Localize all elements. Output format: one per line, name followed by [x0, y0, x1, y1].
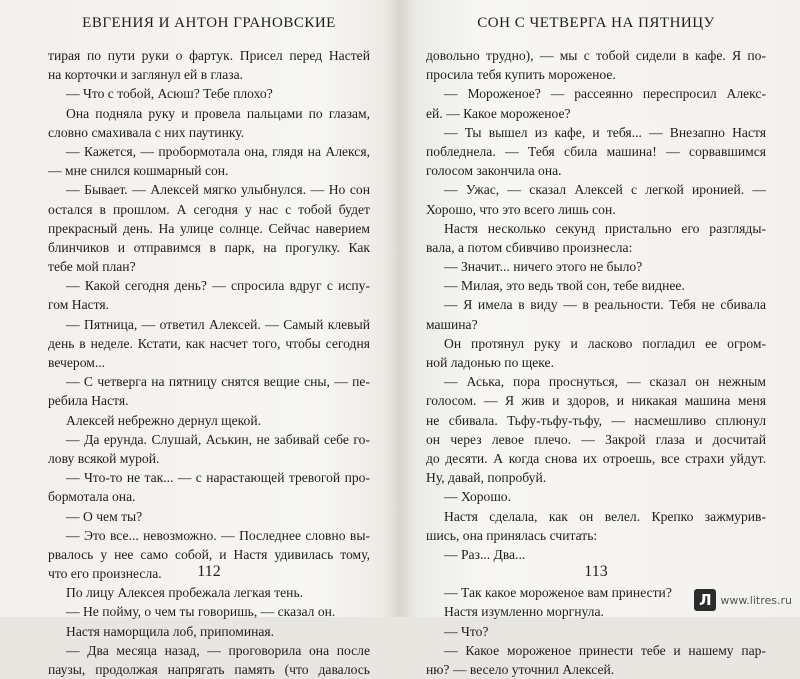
text-line: — Не пойму, о чем ты говоришь, — сказал он.: [66, 604, 336, 620]
text-line: просила тебя купить мороженое.: [426, 67, 616, 83]
text-line: прекрасный день. На улице солнце. Сейчас наверием: [48, 220, 370, 236]
left-page-text: [48, 46, 370, 679]
text-line: — Милая, это ведь твой сон, тебе виднее.: [444, 278, 685, 294]
text-line: — Я имела в виду — в реальности. Тебя не сбивала: [444, 297, 766, 313]
text-line: — Да ерунда. Слушай, Аськин, не забивай себе го-: [66, 431, 370, 447]
right-running-head: СОН С ЧЕТВЕРГА НА ПЯТНИЦУ: [477, 15, 715, 31]
text-line: день в неделе. Кстати, как насчет того, чтобы сегодня: [48, 335, 370, 351]
text-line: довольно трудно), — мы с тобой сидели в кафе. Я по-: [426, 48, 766, 63]
left-page-number: 112: [197, 563, 221, 580]
text-line: — Так какое мороженое вам принести?: [444, 585, 672, 601]
text-line: блинчиков и отправимся в парк, на прогулку. Как: [48, 239, 370, 255]
text-line: — Что с тобой, Асюш? Тебе плохо?: [66, 86, 273, 102]
text-line: он через левое плечо. — Закрой глаза и досчитай: [426, 431, 766, 447]
litres-watermark: [694, 589, 792, 611]
text-line: остался в прошлом. А сегодня у нас с тобой будет: [48, 201, 370, 217]
text-line: — Ты вышел из кафе, и тебя... — Внезапно Настя: [444, 124, 766, 140]
text-line: тебе мой план?: [48, 259, 136, 275]
text-line: — Два месяца назад, — проговорила она после: [66, 642, 370, 658]
left-running-head: ЕВГЕНИЯ И АНТОН ГРАНОВСКИЕ: [82, 15, 336, 31]
text-line: — Раз... Два...: [444, 546, 526, 562]
text-line: — Аська, пора проснуться, — сказал он нежным: [444, 374, 766, 390]
right-page-text: [426, 46, 766, 679]
text-line: тирая по пути руки о фартук. Присел перед Настей: [48, 48, 370, 63]
text-line: Алексей небрежно дернул щекой.: [66, 412, 262, 428]
text-line: — Какое мороженое принести тебе и нашему пар-: [444, 642, 766, 658]
text-line: ню? — весело уточнил Алексей.: [426, 662, 615, 677]
text-line: Она подняла руку и провела пальцами по глазам,: [66, 105, 370, 121]
text-line: — Что-то не так... — с нарастающей тревогой про-: [66, 470, 370, 486]
text-line: Он протянул руку и ласково погладил ее огром-: [444, 335, 766, 351]
text-line: — Хорошо.: [444, 489, 512, 505]
text-line: лову всякой мурой.: [48, 450, 160, 466]
text-line: — О чем ты?: [66, 508, 143, 524]
text-line: бормотала она.: [48, 489, 136, 505]
text-line: ей. — Какое мороженое?: [426, 105, 571, 121]
litres-logo-icon: Л: [694, 589, 716, 611]
text-line: — Значит... ничего этого не было?: [444, 259, 643, 275]
left-page: [0, 0, 400, 677]
text-line: Настя несколько секунд пристально его разгляды-: [444, 220, 766, 236]
text-line: — Мороженое? — рассеянно переспросил Алекс-: [444, 86, 766, 102]
text-line: вечером...: [48, 355, 106, 370]
text-line: гом Настя.: [48, 297, 110, 313]
text-line: не сбивала. Тьфу-тьфу-тьфу, — насмешливо сплюнул: [426, 412, 766, 428]
text-line: словно смахивала с них паутинку.: [48, 124, 245, 140]
text-line: Хорошо, что это всего лишь сон.: [426, 201, 616, 217]
watermark-url: www.litres.ru: [720, 593, 792, 607]
text-line: на корточки и заглянул ей в глаза.: [48, 67, 244, 83]
text-line: голосом. — Я жив и здоров, и никакая машина меня: [426, 393, 766, 409]
text-line: рвалось у нее само собой, и Настя удивилась тому,: [48, 546, 370, 562]
text-line: паузы, продолжая напрягать память (что давалось: [48, 662, 370, 677]
text-line: По лицу Алексея пробежала легкая тень.: [66, 585, 304, 601]
text-line: побледнела. — Тебя сбила машина! — сорвавшимся: [426, 143, 766, 159]
text-line: до десяти. А когда снова их отроешь, все страхи уйдут.: [426, 450, 766, 466]
text-line: Настя наморщила лоб, припоминая.: [66, 623, 275, 639]
text-line: — мне снился кошмарный сон.: [48, 163, 229, 179]
text-line: — Пятница, — ответил Алексей. — Самый клевый: [66, 316, 370, 332]
text-line: ребила Настя.: [48, 393, 129, 409]
text-line: — Это все... невозможно. — Последнее словно вы-: [66, 527, 370, 543]
text-line: ной ладонью по щеке.: [426, 355, 554, 370]
text-line: — Какой сегодня день? — спросила вдруг с испу-: [66, 278, 370, 294]
text-line: Настя изумленно моргнула.: [444, 604, 604, 620]
text-line: — Что?: [444, 623, 489, 639]
text-line: машина?: [426, 316, 478, 332]
text-line: Настя сделала, как он велел. Крепко зажмурив-: [444, 508, 766, 524]
text-line: Ну, давай, попробуй.: [426, 470, 547, 486]
text-line: голосом закончила она.: [426, 163, 562, 179]
text-line: — Ужас, — сказал Алексей с легкой иронией. —: [444, 182, 766, 198]
text-line: — Бывает. — Алексей мягко улыбнулся. — Но сон: [66, 182, 370, 198]
text-line: что его произнесла.: [48, 566, 162, 582]
text-line: шись, она принялась считать:: [426, 527, 598, 543]
right-page-number: 113: [584, 563, 608, 580]
right-page: [400, 0, 800, 677]
text-line: — Кажется, — пробормотала она, глядя на Алекся,: [66, 143, 370, 159]
text-line: вала, а потом сбивчиво произнесла:: [426, 239, 633, 255]
text-line: — С четверга на пятницу снятся вещие сны, — пе-: [66, 374, 370, 390]
